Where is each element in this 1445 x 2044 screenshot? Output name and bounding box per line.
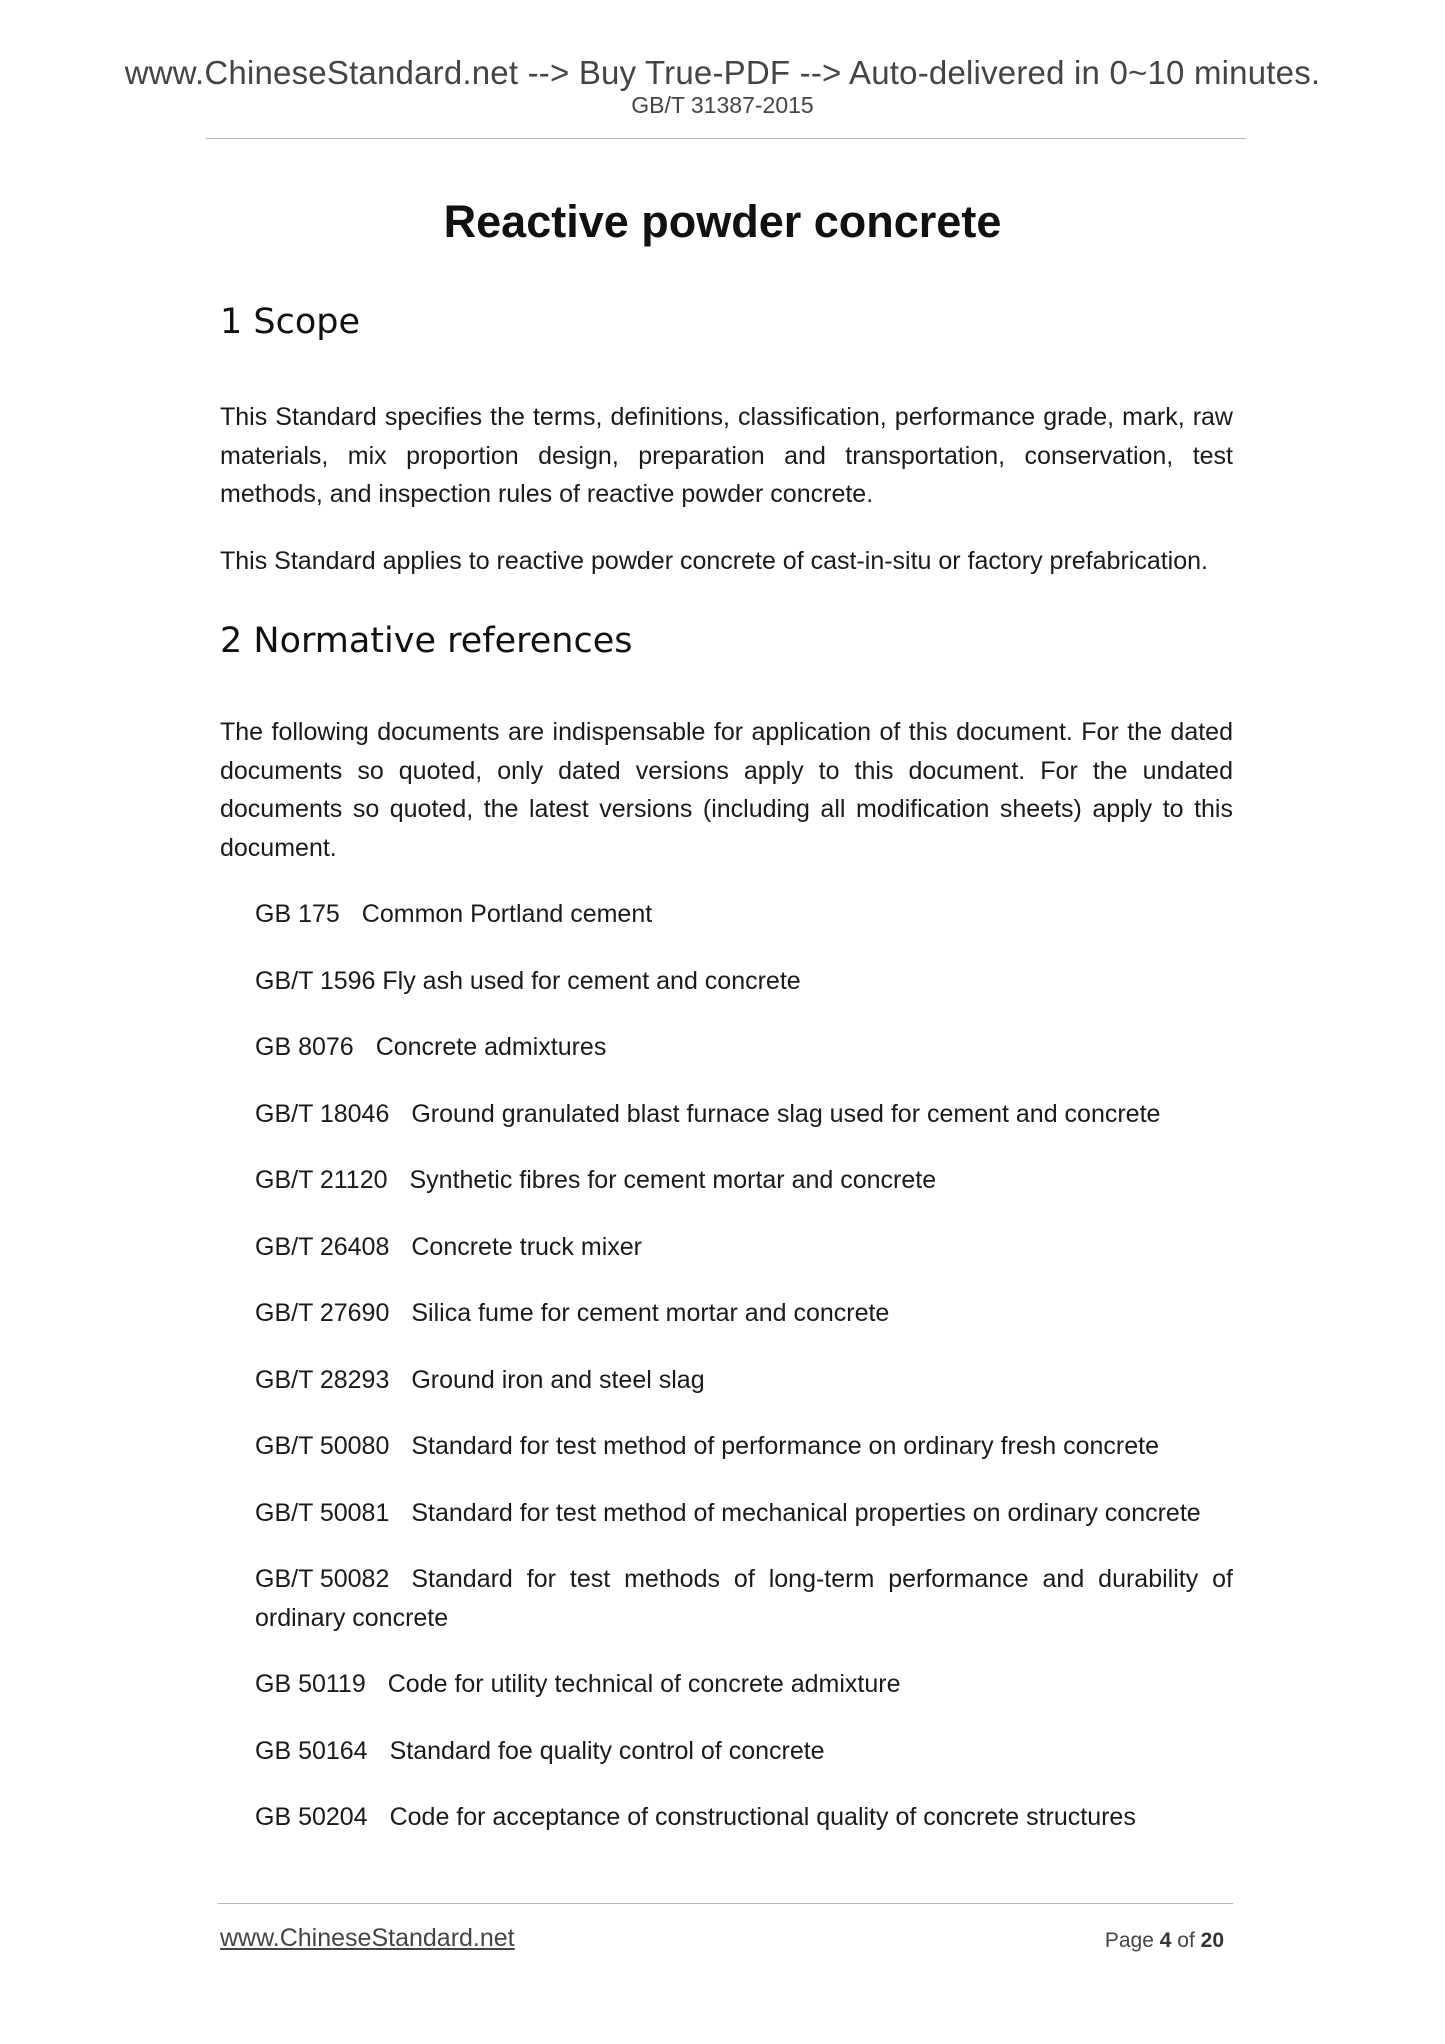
reference-title: Standard for test method of mechanical properties on ordinary concrete (411, 1498, 1201, 1527)
reference-item (255, 1494, 1233, 1533)
reference-item (255, 1560, 1233, 1637)
reference-title: Synthetic fibres for cement mortar and concrete (409, 1166, 937, 1194)
reference-code: GB/T 26408 (255, 1232, 390, 1261)
of-word: of (1177, 1929, 1195, 1952)
reference-code: GB/T 1596 (255, 966, 376, 995)
scope-paragraph-2: This Standard applies to reactive powder concrete of cast-in-situ or factory prefabrication. (220, 547, 1208, 575)
document-title: Reactive powder concrete (443, 196, 1002, 247)
reference-item (255, 1228, 1233, 1267)
reference-item (255, 1361, 1233, 1400)
reference-item (255, 895, 1233, 934)
reference-item (255, 1732, 1233, 1771)
header-banner: www.ChineseStandard.net --> Buy True-PDF --> Auto-delivered in 0~10 minutes. (124, 54, 1321, 91)
reference-item (255, 962, 1233, 1001)
reference-title: Ground iron and steel slag (411, 1365, 705, 1394)
current-page-number: 4 (1159, 1929, 1172, 1952)
reference-title: Code for utility technical of concrete admixture (387, 1670, 901, 1698)
header-divider (206, 138, 1246, 139)
reference-title: Standard for test methods of long-term performance and durability of ordinary concrete (255, 1565, 1233, 1632)
reference-code: GB/T 18046 (255, 1099, 390, 1128)
footer-site-link[interactable]: www.ChineseStandard.net (220, 1924, 515, 1952)
reference-code: GB/T 28293 (255, 1365, 390, 1394)
reference-title: Fly ash used for cement and concrete (382, 966, 801, 995)
standard-code: GB/T 31387-2015 (631, 92, 814, 118)
reference-item (255, 1665, 1233, 1704)
reference-code: GB/T 50082 (255, 1565, 390, 1593)
reference-code: GB/T 27690 (255, 1299, 390, 1327)
reference-item (255, 1028, 1233, 1067)
page-word: Page (1104, 1929, 1154, 1952)
reference-title: Ground granulated blast furnace slag used for cement and concrete (411, 1099, 1161, 1128)
reference-title: Silica fume for cement mortar and concrete (411, 1299, 890, 1327)
reference-title: Concrete admixtures (375, 1033, 607, 1061)
reference-item (255, 1161, 1233, 1200)
reference-title: Standard foe quality control of concrete (389, 1736, 825, 1765)
scope-paragraph-1: This Standard specifies the terms, definitions, classification, performance grade, mark, raw materials, mix proportion design, preparation and transportation, conservation, test methods, and inspection rules of reactive powder concrete. (220, 403, 1233, 508)
reference-code: GB/T 21120 (255, 1166, 388, 1194)
reference-title: Concrete truck mixer (411, 1232, 642, 1261)
reference-title: Common Portland cement (361, 900, 653, 928)
reference-code: GB/T 50080 (255, 1432, 390, 1460)
reference-title: Standard for test method of performance on ordinary fresh concrete (411, 1432, 1159, 1460)
references-intro-paragraph: The following documents are indispensable for application of this document. For the dated documents so quoted, only dated versions apply to this document. For the undated documents so quoted, the latest versions (including all modification sheets) apply to this document. (220, 718, 1233, 862)
reference-code: GB 8076 (255, 1033, 354, 1061)
reference-title: Code for acceptance of constructional quality of concrete structures (389, 1803, 1136, 1831)
reference-list (255, 895, 1233, 1865)
reference-item (255, 1798, 1233, 1837)
page-indicator (1105, 1929, 1224, 1953)
reference-code: GB 50204 (255, 1803, 368, 1831)
reference-item (255, 1294, 1233, 1333)
section-heading-normative-references: 2 Normative references (220, 621, 633, 661)
reference-code: GB 50119 (255, 1670, 366, 1698)
reference-item (255, 1427, 1233, 1466)
reference-code: GB 50164 (255, 1736, 368, 1765)
footer-divider (218, 1903, 1233, 1904)
reference-code: GB 175 (255, 900, 340, 928)
section-heading-scope: 1 Scope (220, 302, 361, 342)
reference-item (255, 1095, 1233, 1134)
reference-code: GB/T 50081 (255, 1498, 390, 1527)
total-pages-number: 20 (1200, 1929, 1224, 1952)
